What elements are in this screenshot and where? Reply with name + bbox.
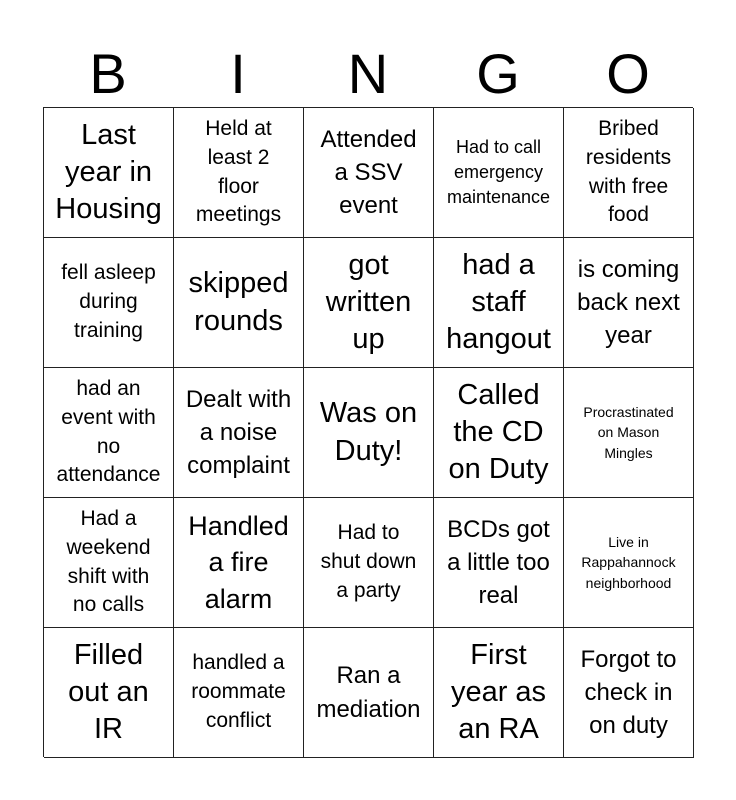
cell-text: Dealt with a noise complaint: [185, 385, 292, 480]
bingo-cell[interactable]: [174, 108, 304, 238]
bingo-cell[interactable]: [564, 368, 694, 498]
bingo-cell[interactable]: [304, 498, 434, 628]
cell-text: Had a weekend shift with no calls: [66, 506, 151, 617]
header-letter-b: B: [89, 42, 127, 105]
bingo-cell[interactable]: [304, 238, 434, 368]
cell-text: is coming back next year: [577, 255, 680, 350]
cell-text: Procrastinated on Mason Mingles: [583, 404, 674, 461]
bingo-cell[interactable]: [174, 628, 304, 758]
cell-text: BCDs got a little too real: [447, 515, 550, 610]
header-letter-n: N: [347, 42, 389, 105]
cell-text: had an event with no attendance: [56, 376, 161, 487]
bingo-cell[interactable]: [434, 238, 564, 368]
bingo-cell[interactable]: [304, 368, 434, 498]
bingo-cell[interactable]: [434, 368, 564, 498]
cell-text: Held at least 2 floor meetings: [195, 116, 282, 227]
bingo-header: [43, 40, 693, 108]
cell-text: fell asleep during training: [61, 261, 156, 342]
cell-text: First year as an RA: [450, 638, 547, 746]
cell-text: Bribed residents with free food: [585, 116, 672, 227]
bingo-cell[interactable]: [434, 498, 564, 628]
bingo-cell[interactable]: [44, 498, 174, 628]
cell-text: Had to shut down a party: [320, 521, 417, 602]
bingo-cell[interactable]: [44, 628, 174, 758]
cell-text: Was on Duty!: [319, 397, 418, 467]
bingo-cell[interactable]: [44, 238, 174, 368]
header-letter-g: G: [476, 42, 520, 105]
bingo-board: [43, 107, 693, 757]
cell-text: Handled a fire alarm: [188, 510, 289, 614]
bingo-cell[interactable]: [174, 498, 304, 628]
cell-text: handled a roommate conflict: [191, 651, 286, 732]
bingo-cell[interactable]: [564, 498, 694, 628]
bingo-cell[interactable]: [564, 628, 694, 758]
bingo-cell[interactable]: [174, 238, 304, 368]
cell-text: Called the CD on Duty: [448, 378, 549, 486]
bingo-cell[interactable]: [44, 108, 174, 238]
cell-text: Attended a SSV event: [320, 125, 417, 220]
cell-text: Last year in Housing: [55, 118, 162, 226]
cell-text: got written up: [325, 248, 412, 356]
header-letter-o: O: [606, 42, 650, 105]
bingo-cell[interactable]: [564, 238, 694, 368]
bingo-cell[interactable]: [564, 108, 694, 238]
bingo-cell[interactable]: [304, 628, 434, 758]
bingo-cell[interactable]: [434, 108, 564, 238]
header-letter-i: I: [230, 42, 246, 105]
cell-text: Forgot to check in on duty: [580, 645, 677, 740]
cell-text: Filled out an IR: [68, 638, 149, 746]
cell-text: Ran a mediation: [316, 662, 421, 723]
cell-text: Live in Rappahannock neighborhood: [581, 534, 676, 591]
cell-text: skipped rounds: [188, 267, 289, 337]
bingo-cell[interactable]: [174, 368, 304, 498]
bingo-cell[interactable]: [44, 368, 174, 498]
bingo-cell[interactable]: [434, 628, 564, 758]
cell-text: had a staff hangout: [446, 248, 551, 356]
bingo-cell[interactable]: [304, 108, 434, 238]
cell-text: Had to call emergency maintenance: [446, 136, 551, 208]
